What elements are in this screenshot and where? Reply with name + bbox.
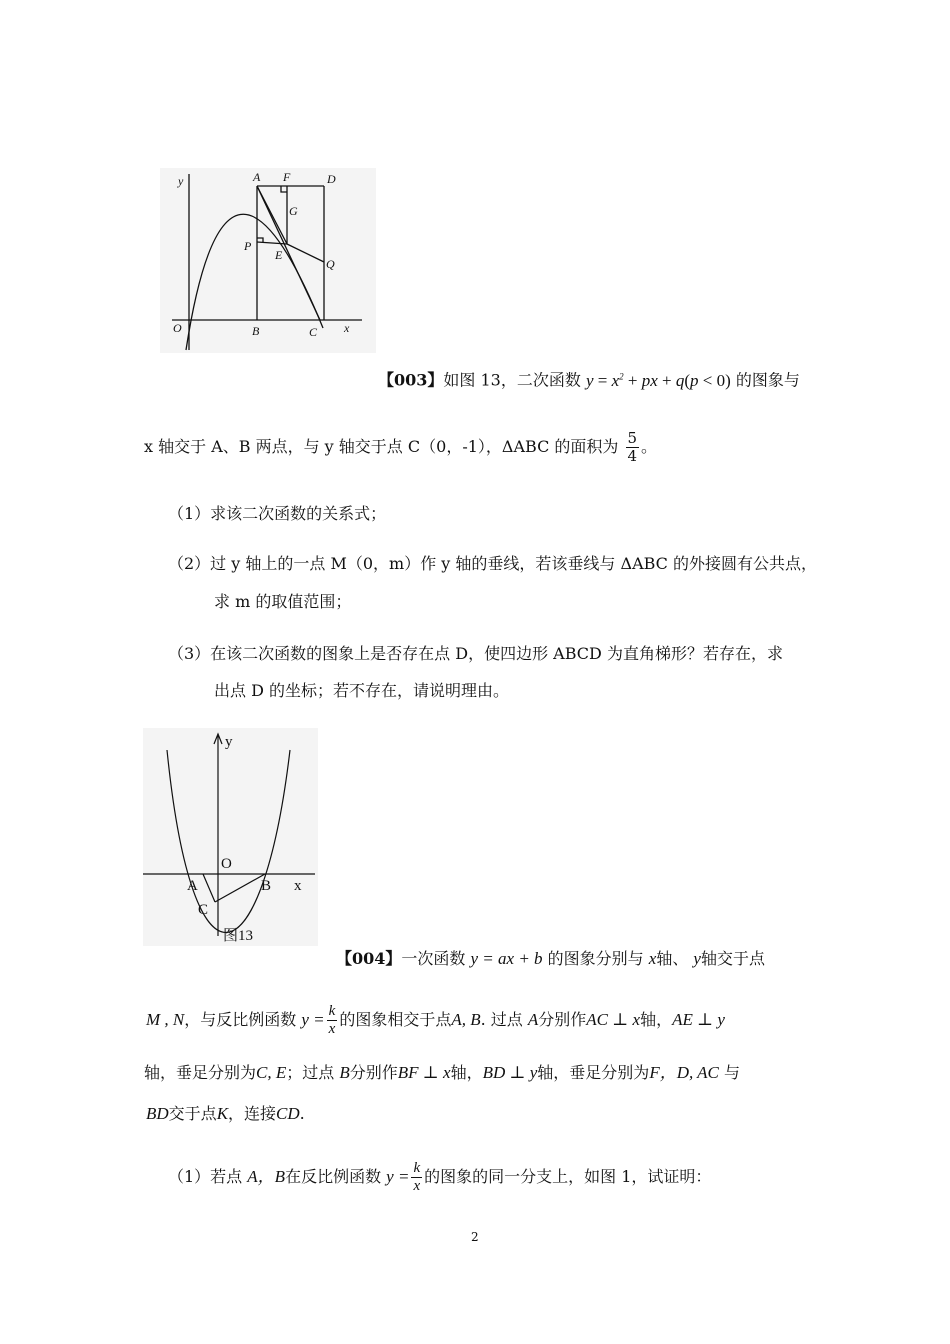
right-angle-mark-f xyxy=(281,186,287,192)
fraction-k-over-x: $\frac{k}{x}$ xyxy=(328,1003,336,1037)
label-y: y xyxy=(178,174,184,188)
label-f: F xyxy=(283,170,291,184)
label-c: C xyxy=(198,902,209,918)
label-a: A xyxy=(187,878,198,894)
problem-003-tag: 【003】 xyxy=(378,370,444,390)
equation-quadratic: $y = x^2$ + px + q(p < 0) xyxy=(585,370,731,390)
problem-004-line3: 轴，垂足分别为C, E；过点 B分别作BF ⊥ x轴，BD ⊥ y轴，垂足分别为F，D, AC 与 xyxy=(144,1063,740,1082)
page-number: 2 xyxy=(471,1230,479,1244)
problem-003-line2-post: 。 xyxy=(641,437,658,456)
figure-13-svg xyxy=(143,728,318,946)
segment-ac xyxy=(203,874,215,902)
problem-003-q2-line2: 求 m 的取值范围； xyxy=(214,592,352,611)
problem-004-line2: M , N，与反比例函数 y = $\frac{k}{x}$ 的图象相交于点A, B. 过点 A分别作AC ⊥ x轴，AE ⊥ y xyxy=(146,1003,725,1037)
label-o: O xyxy=(221,856,232,872)
segment-eq xyxy=(287,244,324,262)
problem-003-line2-pre: x 轴交于 A、B 两点，与 y 轴交于点 C（0，-1），ΔABC 的面积为 xyxy=(144,437,619,456)
label-o: O xyxy=(173,321,182,335)
label-g: G xyxy=(289,204,298,218)
problem-003-line2 xyxy=(144,430,657,465)
problem-003-line1-pre: 如图 13，二次函数 xyxy=(443,370,581,390)
label-b: B xyxy=(252,324,260,338)
label-e: E xyxy=(275,248,283,262)
problem-003-q3-line2: 出点 D 的坐标；若不存在，请说明理由。 xyxy=(214,681,510,700)
label-a: A xyxy=(253,170,261,184)
label-x: x xyxy=(294,878,302,894)
label-c: C xyxy=(309,325,318,339)
segment-pe xyxy=(257,242,287,244)
problem-004-tag: 【004】 xyxy=(336,949,402,968)
label-b: B xyxy=(261,878,272,894)
figure-13-caption: 图13 xyxy=(223,928,254,944)
problem-003-q3-line1: （3）在该二次函数的图象上是否存在点 D，使四边形 ABCD 为直角梯形？若存在，求 xyxy=(168,644,783,663)
problem-004-line1: 【004】一次函数 y = ax + b 的图象分别与 x轴、 y轴交于点 xyxy=(336,949,765,968)
equation-linear: y = ax + b xyxy=(470,949,543,968)
right-angle-mark-p xyxy=(257,238,263,242)
label-d: D xyxy=(327,172,336,186)
problem-003-q1: （1）求该二次函数的关系式； xyxy=(168,504,387,523)
label-p: P xyxy=(244,239,252,253)
problem-003-line1 xyxy=(378,365,800,392)
problem-004-line4: BD交于点K，连接CD. xyxy=(146,1104,305,1123)
figure-parabola-rectangle-svg xyxy=(160,168,376,353)
problem-003-q2-line1: （2）过 y 轴上的一点 M（0，m）作 y 轴的垂线，若该垂线与 ΔABC 的外接圆有公共点， xyxy=(168,554,818,573)
label-x: x xyxy=(344,321,350,335)
problem-004-q1: （1）若点 A，B在反比例函数 y = $\frac{k}{x}$ 的图象的同一分支上，如图 1，试证明： xyxy=(168,1160,712,1194)
fraction-k-over-x-2: $\frac{k}{x}$ xyxy=(413,1160,421,1194)
label-q: Q xyxy=(326,257,335,271)
label-y: y xyxy=(225,734,233,750)
parabola-curve xyxy=(167,750,290,932)
figure-13 xyxy=(143,728,318,946)
area-fraction: $\frac{5}{4}$ xyxy=(627,429,638,465)
figure-parabola-rectangle xyxy=(160,168,376,353)
segment-ae xyxy=(257,186,287,244)
problem-003-line1-post: 的图象与 xyxy=(735,370,800,390)
